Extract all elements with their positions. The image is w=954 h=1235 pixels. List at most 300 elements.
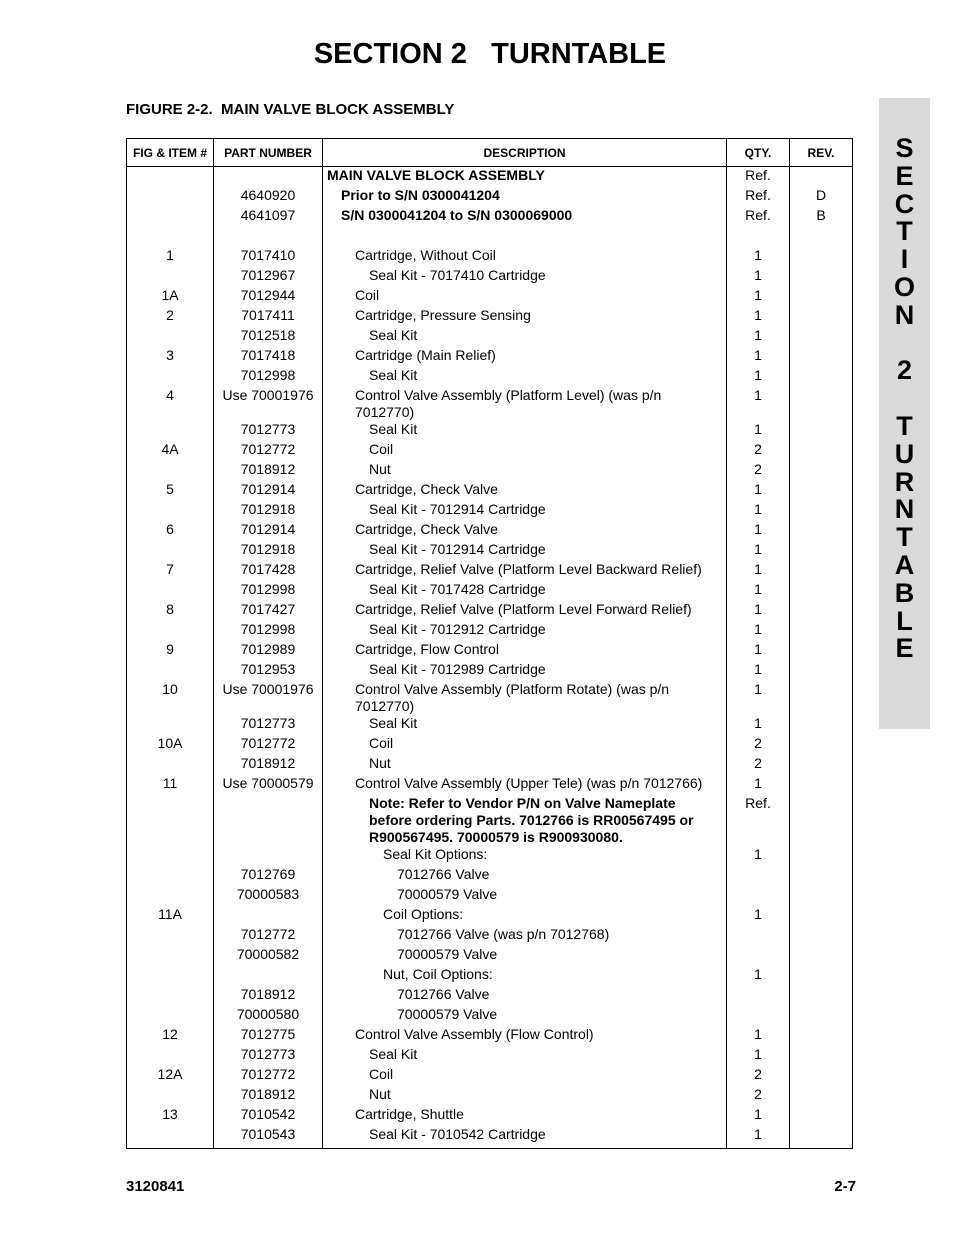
rev-cell	[790, 347, 853, 367]
part-number-cell: 70000583	[214, 886, 323, 906]
description-cell: Coil	[323, 287, 727, 307]
description-cell: Nut	[323, 461, 727, 481]
part-number-cell: 7012998	[214, 621, 323, 641]
part-number-cell: 7012518	[214, 327, 323, 347]
qty-cell: 1	[727, 715, 790, 735]
fig-item-cell: 11	[127, 775, 214, 795]
rev-cell	[790, 886, 853, 906]
part-number-cell: 7012773	[214, 1046, 323, 1066]
part-number-cell: 7012944	[214, 287, 323, 307]
rev-cell	[790, 521, 853, 541]
table-row	[127, 1026, 853, 1046]
rev-cell	[790, 581, 853, 601]
side-tab-letter: C	[894, 188, 915, 219]
fig-item-cell	[127, 1126, 214, 1149]
part-number-cell	[214, 966, 323, 986]
description-cell: Prior to S/N 0300041204	[323, 187, 727, 207]
rev-cell	[790, 441, 853, 461]
qty-cell: 1	[727, 287, 790, 307]
fig-item-cell	[127, 926, 214, 946]
col-header-qty: QTY.	[727, 139, 790, 167]
qty-cell	[727, 227, 790, 247]
table-row	[127, 886, 853, 906]
table-row	[127, 167, 853, 188]
description-cell: Seal Kit	[323, 715, 727, 735]
rev-cell	[790, 1046, 853, 1066]
table-row	[127, 421, 853, 441]
part-number-cell: 4641097	[214, 207, 323, 227]
description-cell: Nut	[323, 1086, 727, 1106]
col-header-part-number: PART NUMBER	[214, 139, 323, 167]
part-number-cell: 7012773	[214, 715, 323, 735]
side-tab-letter: E	[895, 160, 914, 191]
table-row	[127, 541, 853, 561]
part-number-cell: 7018912	[214, 1086, 323, 1106]
table-row	[127, 501, 853, 521]
rev-cell	[790, 1106, 853, 1126]
description-cell: Seal Kit - 7017428 Cartridge	[323, 581, 727, 601]
rev-cell: D	[790, 187, 853, 207]
part-number-cell: 7012998	[214, 367, 323, 387]
table-row	[127, 521, 853, 541]
rev-cell	[790, 307, 853, 327]
side-tab-letter: U	[894, 438, 915, 469]
side-tab-letter: L	[896, 605, 913, 636]
description-cell: Control Valve Assembly (Platform Rotate) (was p/n 7012770)	[323, 681, 727, 715]
fig-item-cell: 10A	[127, 735, 214, 755]
table-row	[127, 1126, 853, 1149]
rev-cell	[790, 795, 853, 846]
fig-item-cell: 2	[127, 307, 214, 327]
qty-cell: 2	[727, 755, 790, 775]
part-number-cell: 7012989	[214, 641, 323, 661]
table-row	[127, 661, 853, 681]
fig-item-cell	[127, 461, 214, 481]
rev-cell	[790, 247, 853, 267]
qty-cell: 1	[727, 906, 790, 926]
side-tab-letter: T	[896, 522, 913, 553]
table-row	[127, 621, 853, 641]
part-number-cell: 7012772	[214, 1066, 323, 1086]
table-row	[127, 581, 853, 601]
parts-table	[126, 138, 853, 1149]
description-cell: 7012766 Valve	[323, 986, 727, 1006]
table-row	[127, 481, 853, 501]
rev-cell	[790, 461, 853, 481]
fig-item-cell	[127, 986, 214, 1006]
col-header-description: DESCRIPTION	[323, 139, 727, 167]
table-row	[127, 461, 853, 481]
description-cell: Coil	[323, 441, 727, 461]
table-row	[127, 267, 853, 287]
side-tab-letter: A	[894, 550, 915, 580]
description-cell: Seal Kit - 7012914 Cartridge	[323, 541, 727, 561]
description-cell: Seal Kit - 7012914 Cartridge	[323, 501, 727, 521]
description-cell: Cartridge, Relief Valve (Platform Level Backward Relief)	[323, 561, 727, 581]
part-number-cell	[214, 906, 323, 926]
fig-item-cell: 4A	[127, 441, 214, 461]
fig-item-cell: 3	[127, 347, 214, 367]
qty-cell: 2	[727, 461, 790, 481]
qty-cell: 1	[727, 1046, 790, 1066]
fig-item-cell	[127, 795, 214, 846]
part-number-cell: 7012953	[214, 661, 323, 681]
qty-cell: Ref.	[727, 167, 790, 188]
table-row	[127, 207, 853, 227]
part-number-cell: 7012998	[214, 581, 323, 601]
qty-cell: Ref.	[727, 795, 790, 846]
fig-item-cell	[127, 1006, 214, 1026]
rev-cell	[790, 501, 853, 521]
part-number-cell: 7012918	[214, 541, 323, 561]
qty-cell: 1	[727, 581, 790, 601]
rev-cell: B	[790, 207, 853, 227]
side-tab-letter: R	[894, 466, 915, 497]
table-row	[127, 1086, 853, 1106]
page-number: 2-7	[834, 1178, 856, 1195]
rev-cell	[790, 267, 853, 287]
qty-cell: 1	[727, 621, 790, 641]
rev-cell	[790, 926, 853, 946]
description-cell: Nut, Coil Options:	[323, 966, 727, 986]
table-row	[127, 561, 853, 581]
qty-cell: 1	[727, 541, 790, 561]
fig-item-cell	[127, 1046, 214, 1066]
description-cell: Seal Kit	[323, 1046, 727, 1066]
part-number-cell: 7012775	[214, 1026, 323, 1046]
fig-item-cell: 1A	[127, 287, 214, 307]
rev-cell	[790, 167, 853, 188]
description-cell: Cartridge, Shuttle	[323, 1106, 727, 1126]
fig-item-cell: 12	[127, 1026, 214, 1046]
description-cell: Cartridge, Check Valve	[323, 481, 727, 501]
table-row	[127, 795, 853, 846]
part-number-cell: 7012914	[214, 521, 323, 541]
description-cell: Cartridge, Relief Valve (Platform Level Forward Relief)	[323, 601, 727, 621]
side-tab-letter: N	[894, 494, 915, 525]
description-cell: 70000579 Valve	[323, 1006, 727, 1026]
fig-item-cell	[127, 541, 214, 561]
rev-cell	[790, 681, 853, 715]
table-row	[127, 715, 853, 735]
rev-cell	[790, 866, 853, 886]
part-number-cell: 7017428	[214, 561, 323, 581]
part-number-cell: Use 70001976	[214, 387, 323, 421]
qty-cell: 1	[727, 1026, 790, 1046]
table-row	[127, 441, 853, 461]
qty-cell: 1	[727, 267, 790, 287]
rev-cell	[790, 387, 853, 421]
rev-cell	[790, 755, 853, 775]
fig-item-cell	[127, 167, 214, 188]
rev-cell	[790, 621, 853, 641]
table-row	[127, 735, 853, 755]
qty-cell: 2	[727, 1086, 790, 1106]
part-number-cell: 7012769	[214, 866, 323, 886]
rev-cell	[790, 541, 853, 561]
part-number-cell: 7010542	[214, 1106, 323, 1126]
part-number-cell: 7012967	[214, 267, 323, 287]
fig-item-cell	[127, 581, 214, 601]
qty-cell: 1	[727, 561, 790, 581]
rev-cell	[790, 601, 853, 621]
description-cell: Control Valve Assembly (Flow Control)	[323, 1026, 727, 1046]
part-number-cell	[214, 167, 323, 188]
rev-cell	[790, 846, 853, 866]
qty-cell: 1	[727, 661, 790, 681]
description-cell: S/N 0300041204 to S/N 0300069000	[323, 207, 727, 227]
fig-item-cell	[127, 1086, 214, 1106]
rev-cell	[790, 367, 853, 387]
table-row	[127, 681, 853, 715]
description-cell: Coil	[323, 1066, 727, 1086]
qty-cell: 1	[727, 1106, 790, 1126]
description-cell: MAIN VALVE BLOCK ASSEMBLY	[323, 167, 727, 188]
fig-item-cell	[127, 886, 214, 906]
fig-item-cell: 7	[127, 561, 214, 581]
fig-item-cell	[127, 327, 214, 347]
qty-cell: 1	[727, 247, 790, 267]
description-cell: Control Valve Assembly (Upper Tele) (was p/n 7012766)	[323, 775, 727, 795]
description-cell: Seal Kit - 7012989 Cartridge	[323, 661, 727, 681]
qty-cell: 1	[727, 846, 790, 866]
qty-cell	[727, 1006, 790, 1026]
part-number-cell: 7018912	[214, 986, 323, 1006]
description-cell: Seal Kit - 7017410 Cartridge	[323, 267, 727, 287]
document-number: 3120841	[126, 1178, 185, 1195]
part-number-cell	[214, 227, 323, 247]
part-number-cell: 7017418	[214, 347, 323, 367]
col-header-fig-item: FIG & ITEM #	[127, 139, 214, 167]
qty-cell: 1	[727, 775, 790, 795]
section-title: SECTION 2 TURNTABLE	[313, 38, 667, 70]
table-row	[127, 187, 853, 207]
qty-cell	[727, 946, 790, 966]
table-row	[127, 1006, 853, 1026]
part-number-cell: 7012772	[214, 926, 323, 946]
rev-cell	[790, 1126, 853, 1149]
fig-item-cell	[127, 621, 214, 641]
part-number-cell: 7012773	[214, 421, 323, 441]
fig-item-cell: 11A	[127, 906, 214, 926]
qty-cell: 1	[727, 327, 790, 347]
description-cell: Cartridge, Flow Control	[323, 641, 727, 661]
fig-item-cell	[127, 755, 214, 775]
part-number-cell: 4640920	[214, 187, 323, 207]
fig-item-cell	[127, 267, 214, 287]
description-cell: 7012766 Valve (was p/n 7012768)	[323, 926, 727, 946]
description-cell: 7012766 Valve	[323, 866, 727, 886]
qty-cell	[727, 986, 790, 1006]
qty-cell: 1	[727, 966, 790, 986]
qty-cell: 1	[727, 501, 790, 521]
side-tab-letter: T	[896, 411, 913, 441]
table-row	[127, 367, 853, 387]
rev-cell	[790, 1006, 853, 1026]
qty-cell: 2	[727, 441, 790, 461]
fig-item-cell	[127, 501, 214, 521]
part-number-cell: 7017411	[214, 307, 323, 327]
section-side-tab	[879, 98, 930, 729]
part-number-cell: Use 70001976	[214, 681, 323, 715]
part-number-cell: 70000580	[214, 1006, 323, 1026]
fig-item-cell: 1	[127, 247, 214, 267]
fig-item-cell: 5	[127, 481, 214, 501]
fig-item-cell	[127, 966, 214, 986]
table-row	[127, 986, 853, 1006]
rev-cell	[790, 775, 853, 795]
table-row	[127, 946, 853, 966]
description-cell: Coil	[323, 735, 727, 755]
fig-item-cell	[127, 367, 214, 387]
rev-cell	[790, 735, 853, 755]
rev-cell	[790, 966, 853, 986]
description-cell: Cartridge, Check Valve	[323, 521, 727, 541]
rev-cell	[790, 906, 853, 926]
fig-item-cell: 12A	[127, 1066, 214, 1086]
description-cell: Seal Kit	[323, 421, 727, 441]
fig-item-cell	[127, 661, 214, 681]
qty-cell: 1	[727, 521, 790, 541]
description-cell: Nut	[323, 755, 727, 775]
table-row	[127, 1106, 853, 1126]
part-number-cell	[214, 795, 323, 846]
rev-cell	[790, 641, 853, 661]
table-row	[127, 347, 853, 367]
qty-cell: 1	[727, 421, 790, 441]
rev-cell	[790, 661, 853, 681]
rev-cell	[790, 481, 853, 501]
qty-cell: 1	[727, 347, 790, 367]
fig-item-cell: 9	[127, 641, 214, 661]
part-number-cell: 7018912	[214, 755, 323, 775]
side-tab-letter: B	[894, 577, 915, 608]
rev-cell	[790, 287, 853, 307]
rev-cell	[790, 1026, 853, 1046]
qty-cell	[727, 886, 790, 906]
table-row	[127, 755, 853, 775]
fig-item-cell: 6	[127, 521, 214, 541]
qty-cell: 1	[727, 1126, 790, 1149]
rev-cell	[790, 1066, 853, 1086]
part-number-cell: 7017427	[214, 601, 323, 621]
side-tab-letter: 2	[896, 355, 913, 386]
part-number-cell: 70000582	[214, 946, 323, 966]
qty-cell	[727, 926, 790, 946]
qty-cell: 1	[727, 387, 790, 421]
qty-cell: 1	[727, 601, 790, 621]
description-cell: Control Valve Assembly (Platform Level) (was p/n 7012770)	[323, 387, 727, 421]
table-row	[127, 307, 853, 327]
part-number-cell: Use 70000579	[214, 775, 323, 795]
part-number-cell: 7018912	[214, 461, 323, 481]
table-row	[127, 601, 853, 621]
description-cell: 70000579 Valve	[323, 886, 727, 906]
table-row	[127, 247, 853, 267]
description-cell: Cartridge, Pressure Sensing	[323, 307, 727, 327]
fig-item-cell: 4	[127, 387, 214, 421]
parts-table-body	[127, 167, 853, 1149]
fig-item-cell	[127, 187, 214, 207]
qty-cell: 1	[727, 641, 790, 661]
table-row	[127, 641, 853, 661]
table-row	[127, 327, 853, 347]
description-cell: Cartridge, Without Coil	[323, 247, 727, 267]
description-cell: Note: Refer to Vendor P/N on Valve Nameplate before ordering Parts. 7012766 is RR00567495 or R900567495. 70000579 is R900930080.	[323, 795, 727, 846]
description-cell: 70000579 Valve	[323, 946, 727, 966]
fig-item-cell	[127, 715, 214, 735]
qty-cell: 1	[727, 681, 790, 715]
qty-cell: 2	[727, 1066, 790, 1086]
part-number-cell: 7017410	[214, 247, 323, 267]
part-number-cell: 7012918	[214, 501, 323, 521]
description-cell: Seal Kit	[323, 327, 727, 347]
rev-cell	[790, 327, 853, 347]
rev-cell	[790, 946, 853, 966]
rev-cell	[790, 561, 853, 581]
side-tab-letter: T	[896, 216, 913, 247]
part-number-cell: 7012914	[214, 481, 323, 501]
table-row	[127, 775, 853, 795]
rev-cell	[790, 421, 853, 441]
qty-cell: Ref.	[727, 187, 790, 207]
side-tab-letter: E	[895, 633, 914, 664]
side-tab-letter: I	[900, 244, 909, 275]
side-tab-letter: O	[893, 272, 915, 302]
description-cell: Seal Kit	[323, 367, 727, 387]
qty-cell: 1	[727, 481, 790, 501]
rev-cell	[790, 227, 853, 247]
description-cell: Coil Options:	[323, 906, 727, 926]
fig-item-cell	[127, 227, 214, 247]
col-header-rev: REV.	[790, 139, 853, 167]
fig-item-cell: 10	[127, 681, 214, 715]
description-cell: Seal Kit Options:	[323, 846, 727, 866]
fig-item-cell	[127, 866, 214, 886]
part-number-cell: 7010543	[214, 1126, 323, 1149]
table-header-row	[127, 139, 853, 167]
table-row	[127, 926, 853, 946]
table-row	[127, 387, 853, 421]
fig-item-cell: 8	[127, 601, 214, 621]
description-cell: Seal Kit - 7012912 Cartridge	[323, 621, 727, 641]
qty-cell	[727, 866, 790, 886]
table-row	[127, 966, 853, 986]
table-row	[127, 906, 853, 926]
qty-cell: 2	[727, 735, 790, 755]
table-row	[127, 1046, 853, 1066]
table-row	[127, 866, 853, 886]
qty-cell: Ref.	[727, 207, 790, 227]
table-row	[127, 287, 853, 307]
fig-item-cell	[127, 421, 214, 441]
description-cell	[323, 227, 727, 247]
description-cell: Cartridge (Main Relief)	[323, 347, 727, 367]
table-row	[127, 1066, 853, 1086]
qty-cell: 1	[727, 307, 790, 327]
rev-cell	[790, 986, 853, 1006]
part-number-cell: 7012772	[214, 441, 323, 461]
description-cell: Seal Kit - 7010542 Cartridge	[323, 1126, 727, 1149]
side-tab-letter: S	[895, 133, 914, 163]
part-number-cell: 7012772	[214, 735, 323, 755]
table-row	[127, 227, 853, 247]
side-tab-letter: N	[894, 299, 915, 330]
figure-title: FIGURE 2-2. MAIN VALVE BLOCK ASSEMBLY	[126, 101, 455, 118]
qty-cell: 1	[727, 367, 790, 387]
fig-item-cell	[127, 946, 214, 966]
table-row	[127, 846, 853, 866]
